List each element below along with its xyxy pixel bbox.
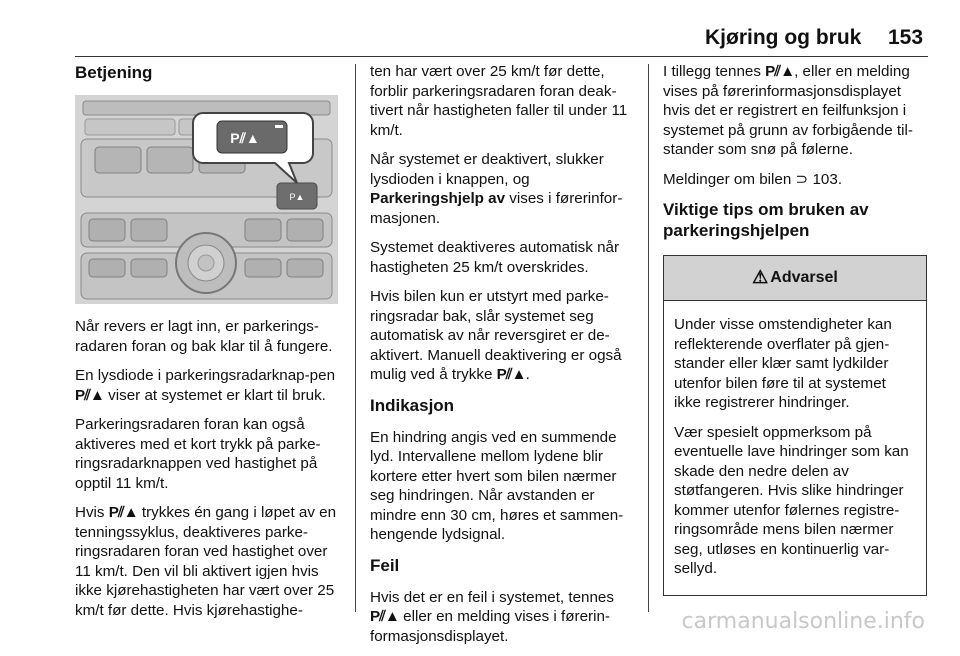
paragraph: Når systemet er deaktivert, slukker lysdioden i knappen, og Parkeringshjelp av vises i førerinfor-masjonen.	[370, 151, 623, 227]
heading-tips: Viktige tips om bruken av parkeringshjelpen	[663, 200, 869, 240]
paragraph: Systemet deaktiveres automatisk når hastigheten 25 km/t overskrides.	[370, 239, 620, 276]
parking-sensor-icon: P⫽▲	[108, 504, 138, 521]
paragraph: Parkeringsradaren foran kan også aktiveres med et kort trykk på parke-ringsradarknappen ved hastighet på opptil 11 km/t.	[75, 416, 321, 492]
paragraph: Vær spesielt oppmerksom på eventuelle lave hindringer som kan skade den nedre delen av støtfangeren. Hvis slike hindringer kommer utenfor følernes registre-ringsområde mens bilen nærmer seg, utløses en kontinuerlig var-sellyd.	[674, 423, 909, 577]
page-number: 153	[888, 26, 924, 49]
column-divider	[648, 64, 649, 612]
paragraph: Hvis det er en feil i systemet, tennes P⫽▲ eller en melding vises i førerin-formasjonsdisplayet.	[370, 588, 614, 645]
paragraph: Hvis bilen kun er utstyrt med parke-ringsradar bak, slår systemet seg automatisk av når reversgiret er de-aktivert. Manuell deaktivering er også mulig ved å trykke P⫽▲.	[370, 288, 622, 383]
page-header	[0, 0, 960, 56]
paragraph: En hindring angis ved en summende lyd. Intervallene mellom lydene blir kortere etter hvert som bilen nærmer seg hindringen. Når avstanden er mindre enn 30 cm, høres et sammen-hengende lydsignal.	[370, 428, 624, 543]
parking-sensor-icon: P⫽▲	[765, 63, 795, 80]
svg-text:P⫽▲: P⫽▲	[230, 130, 260, 146]
center-console-illustration	[75, 95, 338, 304]
warning-header	[664, 256, 926, 301]
warning-box	[663, 255, 927, 596]
column-1	[75, 62, 341, 630]
column-3	[663, 62, 928, 596]
paragraph: En lysdiode i parkeringsradarknap-pen P⫽▲ viser at systemet er klart til bruk.	[75, 367, 336, 404]
parking-sensor-icon: P⫽▲	[75, 386, 104, 404]
heading-feil: Feil	[370, 555, 400, 575]
svg-text:P▲: P▲	[289, 192, 305, 202]
watermark: carmanualsonline.info	[681, 609, 925, 634]
heading-betjening: Betjening	[75, 63, 153, 82]
paragraph: Meldinger om bilen ⊃ 103.	[663, 170, 843, 188]
parking-sensor-icon: P⫽▲	[496, 366, 526, 383]
paragraph: Når revers er lagt inn, er parkerings-radaren foran og bak klar til å fungere.	[75, 318, 333, 355]
paragraph: Hvis P⫽▲ trykkes én gang i løpet av en tenningssyklus, deaktiveres parke-ringsradaren foran ved hastighet over 11 km/t. Den vil bli aktivert igjen hvis ikke kjørehastigheten har vært over 25 km/t før dette. Hvis kjørehastighe-	[75, 504, 337, 619]
warning-body	[664, 301, 926, 595]
column-divider	[355, 64, 356, 612]
warning-title: Advarsel	[770, 269, 838, 287]
section-title: Kjøring og bruk	[705, 26, 862, 49]
column-2	[370, 62, 636, 656]
paragraph: I tillegg tennes P⫽▲, eller en melding vises på førerinformasjonsdisplayet hvis det er registrert en feilfunksjon i systemet på grunn av forbigående til-stander som snø på følerne.	[663, 63, 913, 158]
warning-icon: ⚠	[752, 267, 769, 288]
parking-sensor-icon: P⫽▲	[370, 608, 399, 625]
dashboard-figure	[75, 95, 338, 304]
paragraph: Under visse omstendigheter kan reflekterende overflater på gjen-stander eller klær samt lydkilder utenfor bilen føre til at systemet ikke registrerer hindringer.	[674, 316, 892, 411]
header-rule	[75, 56, 928, 57]
bold-term: Parkeringshjelp av	[370, 190, 506, 207]
heading-indikasjon: Indikasjon	[370, 395, 455, 415]
paragraph: ten har vært over 25 km/t før dette, forblir parkeringsradaren foran deak-tivert når hastigheten faller til under 11 km/t.	[370, 63, 628, 139]
